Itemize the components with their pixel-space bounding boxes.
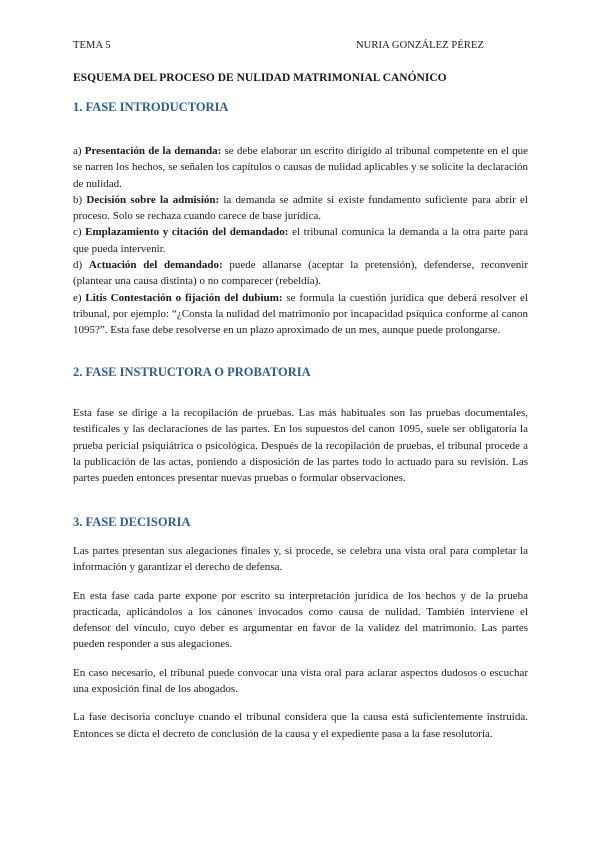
item-label: Presentación de la demanda: bbox=[84, 145, 222, 157]
paragraph: Las partes presentan sus alegaciones finales y, si procede, se celebra una vista oral para completar la información y garantizar el derecho de defensa. bbox=[73, 545, 528, 574]
list-item bbox=[73, 192, 528, 225]
item-label: Decisión sobre la admisión: bbox=[86, 193, 220, 206]
section-heading-instructora: 2. FASE INSTRUCTORA O PROBATORIA bbox=[73, 365, 311, 379]
list-item bbox=[73, 257, 528, 290]
header-author: NURIA GONZÁLEZ PÉREZ bbox=[356, 40, 484, 51]
item-prefix: e) bbox=[73, 291, 86, 304]
paragraph: La fase decisoria concluye cuando el tribunal considera que la causa está suficientemente instruida. Entonces se dicta el decreto de conclusión de la causa y el expediente pasa a la fase resolutoria. bbox=[73, 711, 528, 740]
paragraph: Esta fase se dirige a la recopilación de pruebas. Las más habituales son las pruebas documentales, testificales y las declaraciones de las partes. En los supuestos del canon 1095, suele ser obligatoria la prueba pericial psiquiátrica o psicológica. Después de la recopilación de pruebas, el tribunal procede a la publicación de las actas, poniendo a disposición de las partes todo lo actuado para su revisión. Las partes pueden entonces presentar nuevas pruebas o formular observaciones. bbox=[73, 407, 528, 485]
item-text: se debe elaborar un escrito dirigido al tribunal competente en el que se narren los hechos, se señalen los capítulos o causas de nulidad aplicables y se solicite la declaración de nulidad. bbox=[73, 145, 529, 190]
item-text: se formula la cuestión jurídica que deberá resolver el tribunal, por ejemplo: “¿Consta la nulidad del matrimonio por incapacidad psíquica conforme al canon 1095?”. Esta fase debe resolverse en un plazo aproximado de un mes, aunque puede prolongarse. bbox=[73, 291, 528, 337]
header-topic: TEMA 5 bbox=[73, 40, 111, 51]
item-text: puede allanarse (aceptar la pretensión), defenderse, reconvenir (plantear una causa distinta) o no comparecer (rebeldía). bbox=[73, 259, 528, 288]
section-body-instructora bbox=[73, 405, 528, 486]
item-label: Emplazamiento y citación del demandado: bbox=[85, 226, 289, 239]
item-prefix: c) bbox=[73, 226, 86, 239]
document-title: ESQUEMA DEL PROCESO DE NULIDAD MATRIMONIAL CANÓNICO bbox=[73, 72, 447, 84]
list-item bbox=[73, 143, 528, 192]
paragraph: En esta fase cada parte expone por escrito su interpretación jurídica de los hechos y de la prueba practicada, aplicándolos a los cánones invocados como causa de nulidad. También interviene el defensor del vínculo, cuyo deber es argumentar en favor de la validez del matrimonio. Las partes pueden responder a sus alegaciones. bbox=[73, 589, 528, 651]
item-label: Litis Contestación o fijación del dubium: bbox=[85, 291, 283, 304]
list-item bbox=[73, 224, 528, 257]
item-text: la demanda se admite si existe fundamento suficiente para abrir el proceso. Solo se rechaza cuando carece de base jurídica. bbox=[73, 193, 529, 223]
item-text: el tribunal comunica la demanda a la otra parte para que pueda intervenir. bbox=[73, 226, 529, 255]
item-label: Actuación del demandado: bbox=[88, 259, 223, 272]
section-body-introductoria bbox=[73, 143, 528, 339]
section-body-decisoria bbox=[73, 543, 528, 742]
item-prefix: a) bbox=[73, 145, 85, 157]
item-prefix: b) bbox=[73, 193, 87, 206]
paragraph: En caso necesario, el tribunal puede convocar una vista oral para aclarar aspectos dudosos o escuchar una exposición final de los abogados. bbox=[73, 666, 528, 696]
item-prefix: d) bbox=[73, 259, 89, 272]
section-heading-decisoria: 3. FASE DECISORIA bbox=[73, 515, 191, 529]
list-item bbox=[73, 290, 528, 339]
section-heading-introductoria: 1. FASE INTRODUCTORIA bbox=[73, 100, 229, 114]
